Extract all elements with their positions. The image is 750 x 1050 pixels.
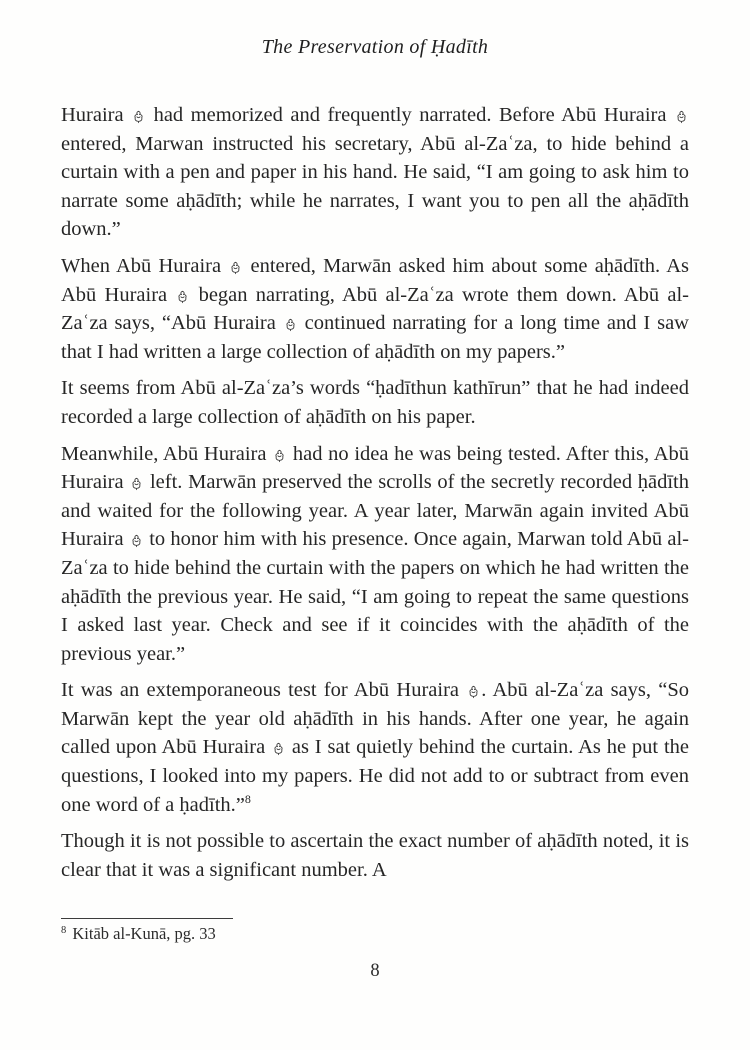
radiallahu-anhu-honorific-icon bbox=[273, 443, 286, 458]
radiallahu-anhu-honorific-icon bbox=[229, 255, 242, 270]
footnote-block bbox=[61, 918, 689, 944]
radiallahu-anhu-honorific-icon bbox=[130, 528, 143, 543]
radiallahu-anhu-honorific-icon bbox=[176, 284, 189, 299]
footnote-text: $^8$ Kitāb al-Kunā, pg. 33 bbox=[61, 924, 216, 943]
footnote-ref: 8 bbox=[244, 791, 251, 806]
radiallahu-anhu-honorific-icon bbox=[132, 104, 145, 119]
radiallahu-anhu-honorific-icon bbox=[675, 104, 688, 119]
paragraph-2: When Abū Huraira entered, Marwān asked him about some aḥādīth. As Abū Huraira began narrating, Abū al-Zaʿza wrote them down. Abū al-Zaʿza says, “Abū Huraira continued narrating for a long time and I saw that I had written a large collection of aḥādīth on my papers.” bbox=[61, 254, 689, 363]
running-head: The Preservation of Ḥadīth bbox=[261, 36, 489, 58]
paragraph-3: It seems from Abū al-Zaʿza’s words “ḥadīthun kathīrun” that he had indeed recorded a large collection of aḥādīth on his paper. bbox=[61, 377, 689, 428]
body-text-block bbox=[61, 101, 689, 892]
radiallahu-anhu-honorific-icon bbox=[467, 679, 480, 694]
radiallahu-anhu-honorific-icon bbox=[284, 312, 297, 327]
paragraph-6: Though it is not possible to ascertain the exact number of aḥādīth noted, it is clear that it was a significant number. A bbox=[61, 830, 689, 881]
paragraph-1: Huraira had memorized and frequently narrated. Before Abū Huraira entered, Marwan instructed his secretary, Abū al-Zaʿza, to hide behind a curtain with a pen and paper in his hand. He said, “I am going to ask him to narrate some aḥādīth; while he narrates, I want you to pen all the aḥādīth down.” bbox=[61, 104, 689, 241]
radiallahu-anhu-honorific-icon bbox=[130, 471, 143, 486]
page-number: 8 bbox=[370, 961, 380, 981]
radiallahu-anhu-honorific-icon bbox=[272, 736, 285, 751]
paragraph-4: Meanwhile, Abū Huraira had no idea he was being tested. After this, Abū Huraira left. Marwān preserved the scrolls of the secretly recorded ḥādīth and waited for the following year. A year later, Marwān again invited Abū Huraira to honor him with his presence. Once again, Marwan told Abū al-Zaʿza to hide behind the curtain with the papers on which he had written the aḥādīth the previous year. He said, “I am going to repeat the same questions I asked last year. Check and see if it coincides with the aḥādīth of the previous year.” bbox=[61, 442, 690, 665]
footnote-rule bbox=[61, 918, 233, 919]
paragraph-5: It was an extemporaneous test for Abū Huraira . Abū al-Zaʿza says, “So Marwān kept the year old aḥādīth in his hands. After one year, he again called upon Abū Huraira as I sat quietly behind the curtain. As he put the questions, I looked into my papers. He did not add to or subtract from even one word of a ḥadīth.”$^8$ bbox=[61, 679, 689, 816]
footnote-ref: 8 bbox=[61, 924, 67, 936]
